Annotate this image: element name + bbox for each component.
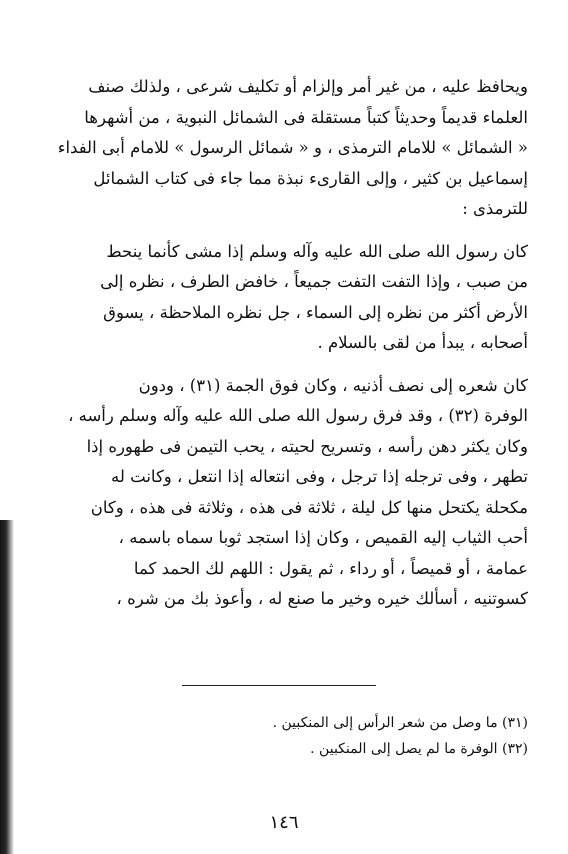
text-line: عمامة ، أو قميصاً ، أو رداء ، ثم يقول : اللهم لك الحمد كما (133, 558, 528, 578)
paragraph (46, 237, 528, 359)
text-line: للترمذى : (462, 199, 528, 218)
text-line: وكان يكثر دهن رأسه ، وتسريح لحيته ، يحب التيمن فى طهوره إذا (86, 436, 528, 456)
text-line: تطهر ، وفى ترجله إذا ترجل ، وفى انتعاله إذا انتعل ، وكانت له (111, 467, 528, 486)
footnotes (46, 710, 528, 762)
paragraph (46, 72, 528, 225)
text-line: كان شعره إلى نصف أذنيه ، وكان فوق الجمة (٣١) ، ودون (138, 375, 528, 395)
paragraph (46, 371, 528, 615)
text-line: « الشمائل » للامام الترمذى ، و « شمائل الرسول » للامام أبى الفداء (57, 138, 528, 157)
text-line: إسماعيل بن كثير ، وإلى القارىء نبذة مما جاء فى كتاب الشمائل (93, 168, 528, 188)
text-line: كان رسول الله صلى الله عليه وآله وسلم إذا مشى كأنما ينحط (106, 241, 528, 261)
footnote-31: (٣١) ما وصل من شعر الرأس إلى المنكبين . (272, 715, 528, 731)
text-line: الأرض أكثر من نظره إلى السماء ، جل نظره الملاحظة ، يسوق (103, 302, 528, 322)
text-line: كسوتنيه ، أسألك خيره وخير ما صنع له ، وأعوذ بك من شره ، (116, 589, 528, 608)
text-line: أصحابه ، يبدأ من لقى بالسلام . (317, 333, 528, 352)
text-line: من صبب ، وإذا التفت التفت جميعاً ، خافض الطرف ، نظره إلى (100, 272, 528, 291)
text-line: أحب الثياب إليه القميص ، وكان إذا استجد ثوبا سماه باسمه ، (118, 528, 528, 547)
page-number: ١٤٦ (269, 812, 299, 833)
text-line: الوفرة (٣٢) ، وقد فرق رسول الله صلى الله عليه وآله وسلم رأسه ، (68, 406, 528, 425)
footnote-32: (٣٢) الوفرة ما لم يصل إلى المنكبين . (310, 741, 528, 757)
scan-edge-shadow (0, 520, 14, 854)
text-line: ويحافظ عليه ، من غير أمر وإلزام أو تكليف شرعى ، ولذلك صنف (88, 77, 528, 96)
body-text (46, 72, 528, 627)
text-line: العلماء قديماً وحديثاً كتباً مستقلة فى الشمائل النبوية ، من أشهرها (84, 107, 528, 127)
footnote-separator (182, 685, 376, 686)
text-line: مكحلة يكتحل منها كل ليلة ، ثلاثة فى هذه ، وثلاثة فى هذه ، وكان (90, 497, 528, 517)
